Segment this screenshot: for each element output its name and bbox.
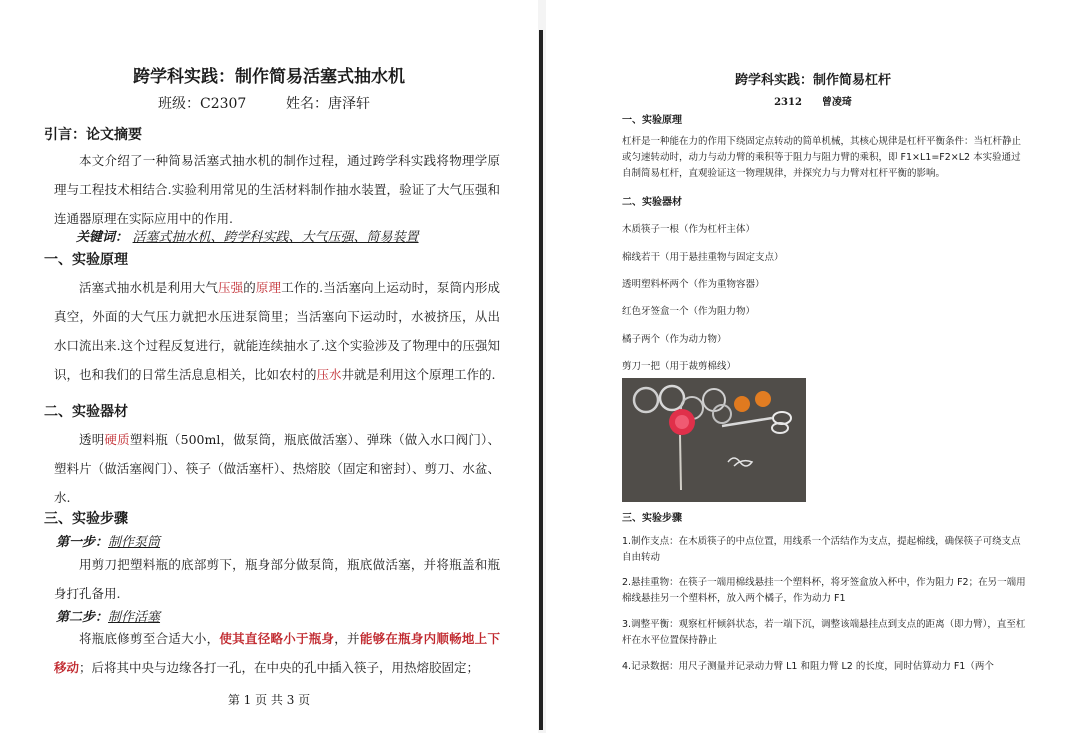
r-section-materials-heading: 二、实验器材: [622, 197, 682, 208]
materials-text-2: 塑料瓶（500ml，做泵筒，瓶底做活塞）、弹珠（做入水口阀门）、塑料片（做活塞阀门）、筷子（做活塞杆）、热熔胶（固定和密封）、剪刀、水盆、水.: [54, 432, 500, 505]
orange-fruit: [734, 396, 750, 412]
section-materials-heading: 二、实验器材: [44, 404, 128, 420]
step2-text-2: ，并: [334, 631, 360, 646]
right-page: [546, 0, 1080, 733]
materials-text-1: 透明: [79, 432, 105, 447]
step-item: 4.记录数据：用尺子测量并记录动力臂 L1 和阻力臂 L2 的长度，同时估算动力 F1（两个: [622, 661, 994, 672]
step2-highlight-2: 能够在瓶身内顺畅地上下移动: [54, 631, 500, 675]
left-page: [0, 0, 538, 733]
material-item: 剪刀一把（用于裁剪棉线）: [622, 361, 737, 372]
step2-highlight-1: 使其直径略小于瓶身: [219, 631, 335, 646]
intro-heading: 引言：论文摘要: [44, 127, 142, 143]
materials-photo: [622, 378, 806, 502]
r-section-principle-heading: 一、实验原理: [622, 115, 682, 126]
step-item: 1.制作支点：在木质筷子的中点位置，用线系一个活结作为支点，提起棉线，确保筷子可绕支点自由转动: [622, 536, 1021, 563]
step1-paragraph: 用剪刀把塑料瓶的底部剪下，瓶身部分做泵筒，瓶底做活塞，并将瓶盖和瓶身打孔备用.: [54, 557, 500, 601]
principle-text-4: 井就是利用这个原理工作的.: [341, 367, 496, 382]
left-page-title: 跨学科实践：制作简易活塞式抽水机: [133, 67, 405, 87]
right-page-title: 跨学科实践：制作简易杠杆: [734, 73, 891, 88]
step2-text-1: 将瓶底修剪至合适大小，: [79, 631, 220, 646]
keywords-label: 关键词：: [76, 230, 129, 245]
page-divider: [539, 30, 543, 730]
step2-label: 第二步：: [56, 610, 109, 625]
material-item: 红色牙签盒一个（作为阻力物）: [622, 306, 756, 317]
principle-text-2: 的: [243, 280, 256, 295]
right-page-subtitle: [546, 93, 1080, 108]
step2-text-3: ；后将其中央与边缘各打一孔，在中央的孔中插入筷子，用热熔胶固定；: [79, 660, 480, 675]
principle-text-3: 工作的.当活塞向上运动时，泵筒内形成真空，外面的大气压力就把水压进泵筒里；当活塞向下运动时，水被挤压，从出水口流出来.这个过程反复进行，就能连续抽水了.这个实验涉及了物理中的压强知识，也和我们的日常生活息息相关，比如农村的: [54, 280, 500, 382]
r-principle-paragraph: 杠杆是一种能在力的作用下绕固定点转动的简单机械，其核心规律是杠杆平衡条件：当杠杆静止或匀速转动时，动力与动力臂的乘积等于阻力与阻力臂的乘积，即 F1×L1=F2×L2 本实验通过自制简易杠杆，直观验证这一物理规律，并探究力与力臂对杠杆平衡的影响。: [622, 136, 1022, 179]
step1-label: 第一步：: [56, 535, 109, 550]
principle-paragraph: [54, 273, 500, 389]
keywords-line: [76, 226, 419, 245]
orange-fruit: [755, 391, 771, 407]
materials-highlight: 硬质: [104, 432, 130, 447]
step-item: 2.悬挂重物：在筷子一端用棉线悬挂一个塑料杯，将牙签盒放入杯中，作为阻力 F2；在另一端用棉线悬挂另一个塑料杯，放入两个橘子，作为动力 F1: [622, 577, 1026, 604]
material-item: 木质筷子一根（作为杠杆主体）: [622, 224, 756, 235]
section-steps-heading: 三、实验步骤: [44, 511, 128, 527]
materials-paragraph: [54, 425, 500, 512]
principle-highlight-1: 压强: [218, 280, 244, 295]
class-label: 班级：C2307: [158, 96, 247, 112]
step2-heading: [56, 606, 160, 625]
name-label: 姓名：唐泽轩: [286, 96, 370, 112]
step-item: 3.调整平衡：观察杠杆倾斜状态，若一端下沉，调整该端悬挂点到支点的距离（即力臂），直至杠杆在水平位置保持静止: [622, 619, 1026, 646]
abstract-paragraph: 本文介绍了一种简易活塞式抽水机的制作过程，通过跨学科实践将物理学原理与工程技术相结合.实验利用常见的生活材料制作抽水装置，验证了大气压强和连通器原理在实际应用中的作用.: [54, 153, 500, 226]
step1-heading: [56, 531, 160, 550]
step2-title: 制作活塞: [108, 610, 161, 625]
material-item: 透明塑料杯两个（作为重物容器）: [622, 279, 765, 290]
step2-paragraph: [54, 624, 500, 682]
principle-highlight-3: 压水: [316, 367, 342, 382]
step1-title: 制作泵筒: [108, 535, 161, 550]
principle-highlight-2: 原理: [255, 280, 282, 295]
page-footer: 第 1 页 共 3 页: [227, 693, 311, 707]
keywords-value: 活塞式抽水机、跨学科实践、大气压强、简易装置: [132, 230, 419, 245]
material-item: 橘子两个（作为动力物）: [622, 334, 727, 345]
class-number: 2312: [774, 97, 802, 108]
material-item: 棉线若干（用于悬挂重物与固定支点）: [622, 252, 784, 263]
author-name: 曾凌琦: [821, 97, 852, 108]
principle-text-1: 活塞式抽水机是利用大气: [79, 280, 218, 295]
r-section-steps-heading: 三、实验步骤: [622, 513, 682, 524]
section-principle-heading: 一、实验原理: [44, 252, 128, 268]
